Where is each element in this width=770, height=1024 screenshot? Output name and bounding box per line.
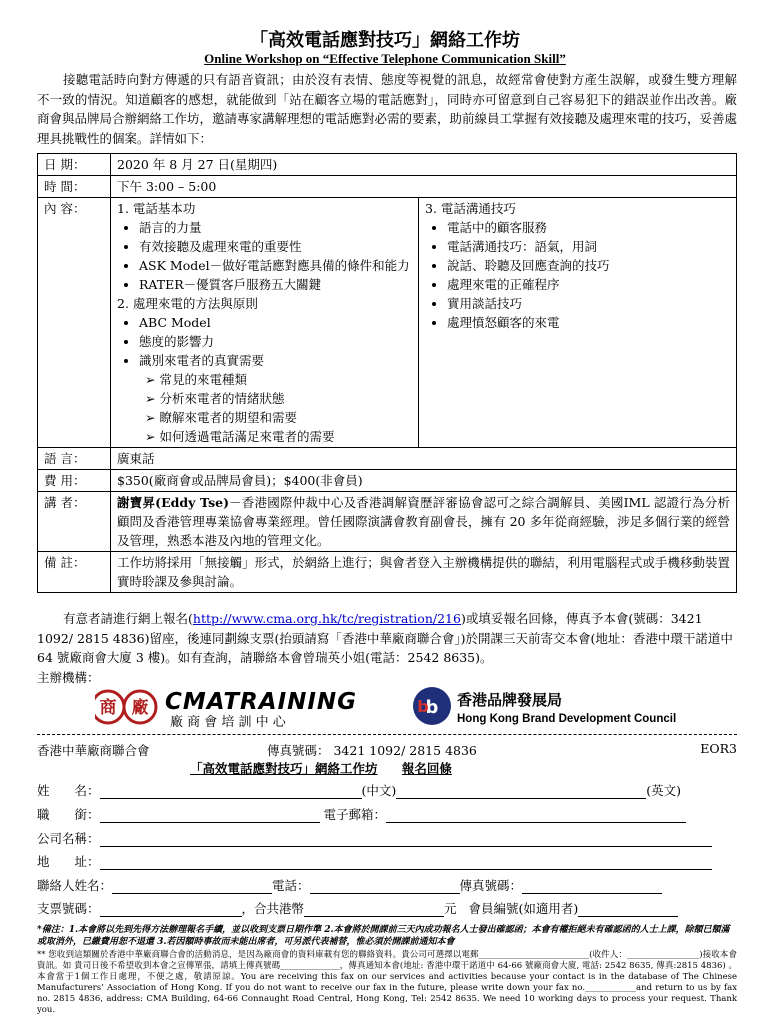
fee-value: $350(廠商會或品牌局會員)；$400(非會員): [111, 470, 737, 492]
phone-input[interactable]: [310, 878, 460, 894]
position-input[interactable]: [100, 807, 320, 823]
form-org: 香港中華廠商聯合會: [37, 743, 150, 758]
contact-label: 聯絡人姓名：: [37, 878, 113, 893]
date-row: [38, 154, 737, 176]
registration-post: )或填妥報名回條，傳真予本會(號碼：3421 1092/ 2815 4836)留座，後連同劃線支票(抬頭請寫「香港中華廠商聯合會」)於開課三天前寄交本會(地址：香港中環干諾道中 64 號廠商會大廈 3 樓)。如有查詢，請聯絡本會曾瑞英小姐(電話：2542 8635)。: [37, 611, 733, 665]
time-label: 時 間：: [38, 176, 111, 198]
remark-row: [38, 552, 737, 593]
remark-label: 備 註：: [38, 552, 111, 593]
member-label: 會員編號(如適用者): [468, 901, 579, 916]
form-row-name: [37, 781, 737, 799]
organiser-logos: [95, 686, 735, 730]
content-row: [38, 198, 737, 448]
remark-value: 工作坊將採用「無接觸」形式，於網絡上進行；與會者登入主辦機構提供的聯結，利用電腦程式或手機移動裝置實時聆課及參與討論。: [111, 552, 737, 593]
company-label: 公司名稱：: [37, 831, 100, 846]
page-subtitle: Online Workshop on “Effective Telephone Communication Skill”: [204, 51, 566, 66]
fax-label: 傳真號碼：: [459, 878, 523, 893]
list-item: • 說話、聆聽及回應查詢的技巧: [447, 256, 730, 275]
registration-pre: 有意者請進行網上報名(: [63, 611, 193, 626]
registration-text: [37, 609, 737, 668]
cma-training-logo-text: CMATRAINING: [165, 689, 358, 715]
email-input[interactable]: [386, 807, 686, 823]
hkbdc-logo: [413, 687, 451, 725]
bank-label: ，合共港幣: [241, 901, 305, 916]
cheque-input[interactable]: [100, 901, 242, 917]
address-label: 地 址：: [37, 854, 100, 869]
speaker-value: [111, 492, 737, 552]
registration-link[interactable]: http://www.cma.org.hk/tc/registration/216: [192, 611, 461, 626]
cma-seal-logo: [95, 691, 156, 723]
speaker-desc: －香港國際仲裁中心及香港調解資歷評審協會認可之綜合調解員、美國IML 認證行為分析顧問及香港管理專業協會專業經理。曾任國際演講會教育副會長，擁有 20 多年從商經驗，涉足多個行業的經營及管理，熟悉本港及內地的管理文化。: [117, 495, 730, 548]
date-value: 2020 年 8 月 27 日(星期四): [111, 154, 737, 176]
amount-input[interactable]: [304, 901, 444, 917]
list-item: • 電話中的顧客服務: [447, 218, 730, 237]
section2-sublist: [117, 370, 412, 446]
list-item: • 實用談話技巧: [447, 294, 730, 313]
phone-label: 電話：: [272, 878, 310, 893]
section2-title: 2. 處理來電的方法與原則: [117, 296, 258, 311]
section1-title: 1. 電話基本功: [117, 201, 196, 216]
list-item: • 有效接聽及處理來電的重要性: [139, 237, 412, 256]
list-item: ➢ 常見的來電種類: [145, 370, 412, 389]
list-item: • 識別來電者的真實需要: [139, 351, 412, 370]
fax-input[interactable]: [522, 878, 662, 894]
list-item: • ASK Model－做好電話應對應具備的條件和能力: [139, 256, 412, 275]
cheque-label: 支票號碼：: [37, 901, 100, 916]
address-input[interactable]: [100, 854, 712, 870]
contact-input[interactable]: [112, 878, 272, 894]
list-item: • 電話溝通技巧：語氣，用詞: [447, 237, 730, 256]
organiser-label: 主辦機構：: [37, 669, 100, 685]
date-label: 日 期：: [38, 154, 111, 176]
reply-form-header: [37, 741, 737, 759]
company-input[interactable]: [100, 831, 712, 847]
speaker-name: 謝寶昇(Eddy Tse): [117, 495, 230, 510]
section2-list: [117, 313, 412, 370]
language-row: [38, 448, 737, 470]
logos-svg: [95, 686, 735, 730]
form-row-company: [37, 829, 737, 847]
list-item: ➢ 如何透過電話滿足來電者的需要: [145, 427, 412, 446]
hkbdc-zh: 香港品牌發展局: [457, 691, 563, 709]
list-item: • 語言的力量: [139, 218, 412, 237]
registration-info: [37, 609, 737, 687]
time-value: 下午 3:00 – 5:00: [111, 176, 737, 198]
form-title: 「高效電話應對技巧」網絡工作坊: [190, 761, 378, 776]
content-label: 內 容：: [38, 198, 111, 448]
cma-seal-char-1: 商: [99, 698, 117, 718]
page-title: 「高效電話應對技巧」網絡工作坊: [250, 30, 520, 51]
intro-text: 接聽電話時向對方傳遞的只有語音資訊；由於沒有表情、態度等視覺的訊息，故經常會使對方產生誤解，或發生雙方理解不一致的情況。知道顧客的感想，就能做到「站在顧客立場的電話應對」，同時亦可留意到自己容易犯下的錯誤並作出改善。廠商會與品牌局合辦網絡工作坊，邀請專家講解理想的電話應對必需的要素，助前線員工掌握有效接聽及處理來電的技巧，妥善處理具挑戰性的個案。詳情如下：: [37, 72, 738, 146]
cma-training-zh: 廠 商 會 培 訓 中 心: [170, 715, 286, 730]
form-reply-label: 報名回條: [401, 761, 452, 776]
list-item: ➢ 瞭解來電者的期望和需要: [145, 408, 412, 427]
section3-title: 3. 電話溝通技巧: [425, 201, 516, 216]
name-chinese-input[interactable]: [100, 783, 362, 799]
cut-line: [37, 734, 737, 735]
form-row-cheque: [37, 899, 737, 917]
svg-text:b: b: [417, 697, 429, 716]
name-english-input[interactable]: [396, 783, 646, 799]
section1-list: [117, 218, 412, 294]
section3-list: [425, 218, 730, 332]
surname-label: 姓 名：: [37, 783, 100, 798]
language-value: 廣東話: [111, 448, 737, 470]
hkbdc-en: Hong Kong Brand Development Council: [457, 713, 677, 725]
time-row: [38, 176, 737, 198]
form-row-contact: [37, 876, 737, 894]
yuan-label: 元: [444, 901, 457, 916]
list-item: ➢ 分析來電者的情緒狀態: [145, 389, 412, 408]
content-left: [111, 198, 419, 448]
english-label: (英文): [646, 783, 682, 798]
email-label: 電子郵箱：: [323, 807, 387, 822]
list-item: • 處理憤怒顧客的來電: [447, 313, 730, 332]
list-item: • 處理來電的正確程序: [447, 275, 730, 294]
form-row-position: [37, 805, 737, 823]
reply-form-title: [190, 759, 590, 777]
form-fax: 傳真號碼： 3421 1092/ 2815 4836: [267, 743, 477, 758]
disclaimer: ** 您收到這類關於香港中華廠商聯合會的活動消息，是因為廠商會的資料庫載有您的聯絡資料。貴公司可選擇以電郵__________________________(收件人：_________________)接收本會資訊。如 貴司日後不希望收到本會之宣傳單張，請填上傳真號碼______________，傳真通知本會(地址: 香港中環干諾道中 64-66 號廠商會大廈, 電話: 2542 8635, 傳真:2815 4836) 。本會當于1個工作日處理，不便之處，敬請原諒。You are receiving this fax on our services and activities because your contact is in the database of The Chinese Manufacturers’ Association of Hong Kong. If you do not want to receive our fax in the future, please write down your fax no.____________and return to us by fax no. 2815 4836, address: CMA Building, 64-66 Connaught Road Central, Hong Kong, Tel: 2542 8635. We need 10 working days to process your request. Thank you.: [37, 950, 737, 1015]
form-row-address: [37, 852, 737, 870]
workshop-info-table: [37, 153, 737, 593]
member-input[interactable]: [578, 901, 678, 917]
list-item: • ABC Model: [139, 313, 412, 332]
form-code: EOR3: [700, 741, 737, 756]
intro-paragraph: [37, 70, 737, 148]
cma-seal-char-2: 廠: [131, 698, 149, 718]
position-label: 職 銜：: [37, 807, 100, 822]
fee-label: 費 用：: [38, 470, 111, 492]
svg-text:b: b: [425, 697, 439, 718]
list-item: • 態度的影響力: [139, 332, 412, 351]
list-item: • RATER－優質客戶服務五大關鍵: [139, 275, 412, 294]
content-right: [419, 198, 737, 448]
language-label: 語 言：: [38, 448, 111, 470]
fee-row: [38, 470, 737, 492]
speaker-row: [38, 492, 737, 552]
footnote: *備注：1.本會將以先到先得方法辦理報名手續，並以收到支票日期作準 2.本會將於開課前三天內成功報名人士發出確認函；本會有權拒絕未有確認函的人士上課，除額已額滿或取消外，已繳費用恕不退還 3.若因額時事故而未能出席者，可另派代表補替，惟必須於開課前通知本會: [37, 925, 730, 947]
speaker-label: 講 者：: [38, 492, 111, 552]
chinese-label: (中文): [361, 783, 397, 798]
